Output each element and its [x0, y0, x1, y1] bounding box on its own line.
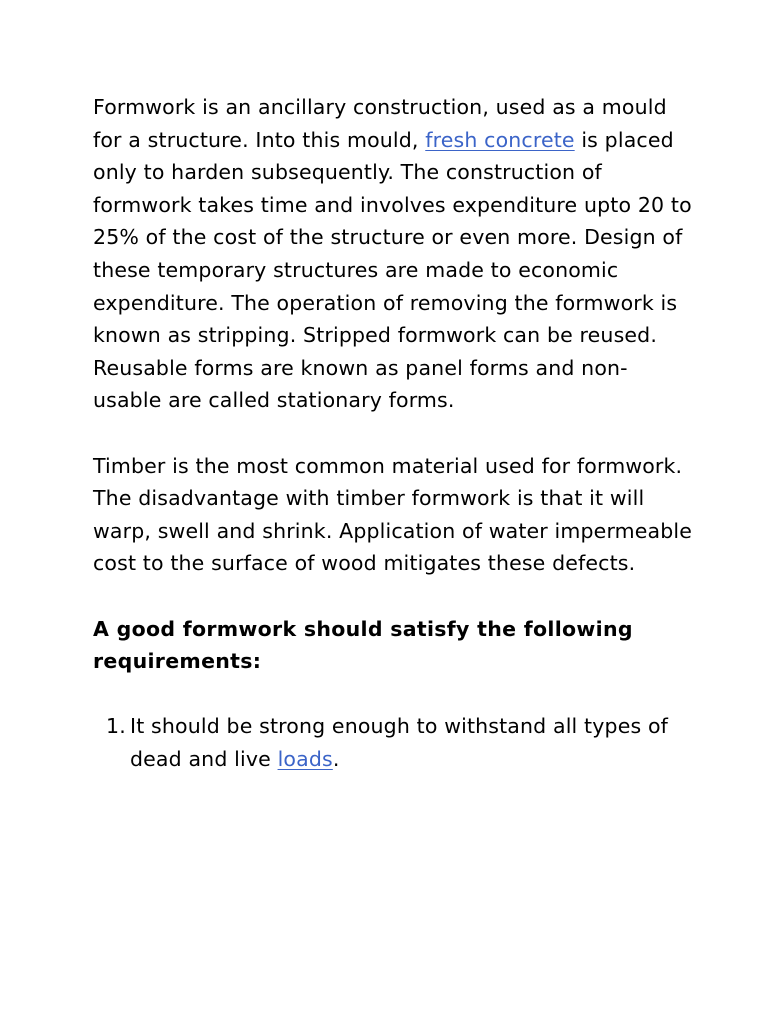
requirements-heading: A good formwork should satisfy the following requirements: [93, 616, 633, 674]
intro-text-part1: Formwork is an ancillary construction, used as a mould for a structure. Into this mould, [93, 95, 667, 152]
list-item [93, 710, 693, 775]
fresh-concrete-link[interactable]: fresh concrete [425, 127, 575, 152]
intro-text-part2: is placed only to harden subsequently. The construction of formwork takes time and involves expenditure upto 20 to 25% of the cost of the structure or even more. Design of these temporary structures are made to economic expenditure. The operation of removing the formwork is known as stripping. Stripped formwork can be reused. Reusable forms are known as panel forms and non-usable are called stationary forms. [93, 127, 692, 413]
timber-paragraph: Timber is the most common material used for formwork. The disadvantage with timber formwork is that it will warp, swell and shrink. Application of water impermeable cost to the surface of wood mitigates these defects. [93, 453, 693, 576]
document-page [93, 91, 693, 775]
intro-paragraph [93, 91, 693, 417]
loads-link[interactable]: loads [277, 746, 333, 771]
list-item-end: . [332, 746, 340, 771]
list-item-text: It should be strong enough to withstand all types of dead and live [130, 714, 669, 771]
list-item-number: 1. [106, 714, 126, 739]
requirements-list [93, 710, 693, 775]
